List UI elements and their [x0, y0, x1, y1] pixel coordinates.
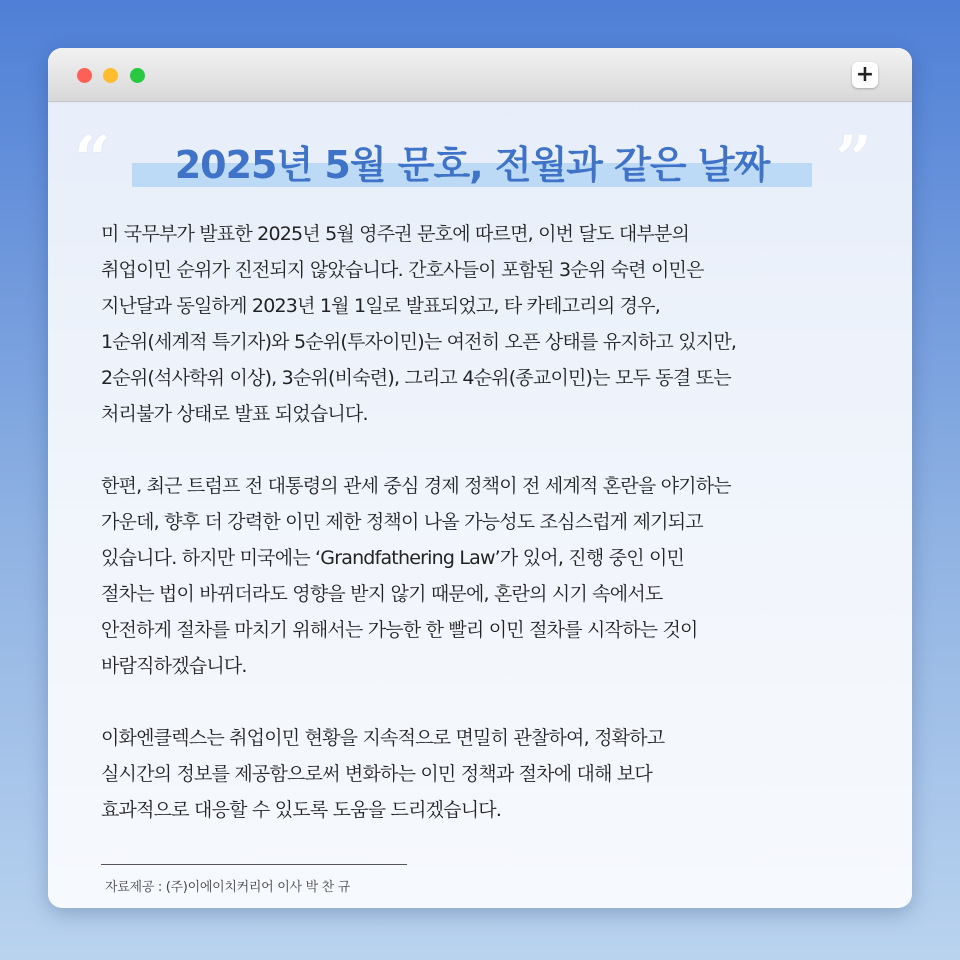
- paragraph-1-line: 지난달과 동일하게 2023년 1월 1일로 발표되었고, 타 카테고리의 경우,: [101, 295, 660, 317]
- paragraph-2-line: 가운데, 향후 더 강력한 이민 제한 정책이 나올 가능성도 조심스럽게 제기되고: [101, 511, 703, 533]
- minimize-window-button[interactable]: [103, 68, 118, 83]
- paragraph-2-line: 절차는 법이 바뀌더라도 영향을 받지 않기 때문에, 혼란의 시기 속에서도: [101, 583, 663, 605]
- close-quote-icon: ”: [835, 122, 872, 197]
- paragraph-2-line: 한편, 최근 트럼프 전 대통령의 관세 중심 경제 정책이 전 세계적 혼란을 야기하는: [101, 475, 731, 497]
- open-quote-icon: “: [74, 122, 111, 197]
- paragraph-3-line: 이화엔클렉스는 취업이민 현황을 지속적으로 면밀히 관찰하여, 정확하고: [101, 727, 665, 749]
- browser-window: [48, 48, 912, 908]
- paragraph-spacer: [101, 432, 881, 468]
- paragraph-1-line: 2순위(석사학위 이상), 3순위(비숙련), 그리고 4순위(종교이민)는 모두 동결 또는: [101, 367, 731, 389]
- article-body: [101, 216, 881, 828]
- source-credit: 자료제공 : (주)이에이치커리어 이사 박 찬 규: [105, 880, 351, 895]
- plus-icon[interactable]: +: [852, 62, 878, 88]
- page-title: 2025년 5월 문호, 전월과 같은 날짜: [174, 143, 770, 187]
- paragraph-2-line: 바람직하겠습니다.: [101, 655, 247, 677]
- zoom-window-button[interactable]: [130, 68, 145, 83]
- paragraph-3-line: 효과적으로 대응할 수 있도록 도움을 드리겠습니다.: [101, 799, 502, 821]
- paragraph-2-line: 있습니다. 하지만 미국에는 ‘Grandfathering Law’가 있어, 진행 중인 이민: [101, 547, 685, 569]
- paragraph-2-line: 안전하게 절차를 마치기 위해서는 가능한 한 빨리 이민 절차를 시작하는 것이: [101, 619, 698, 641]
- paragraph-1-line: 처리불가 상태로 발표 되었습니다.: [101, 403, 368, 425]
- paragraph-1-line: 미 국무부가 발표한 2025년 5월 영주권 문호에 따르면, 이번 달도 대부분의: [101, 223, 690, 245]
- headline: [132, 143, 812, 187]
- paragraph-3-line: 실시간의 정보를 제공함으로써 변화하는 이민 정책과 절차에 대해 보다: [101, 763, 652, 785]
- paragraph-spacer: [101, 684, 881, 720]
- title-bar: [48, 48, 912, 102]
- paragraph-1-line: 취업이민 순위가 진전되지 않았습니다. 간호사들이 포함된 3순위 숙련 이민은: [101, 259, 704, 281]
- source-divider: [101, 864, 407, 865]
- paragraph-1-line: 1순위(세계적 특기자)와 5순위(투자이민)는 여전히 오픈 상태를 유지하고 있지만,: [101, 331, 737, 353]
- close-window-button[interactable]: [77, 68, 92, 83]
